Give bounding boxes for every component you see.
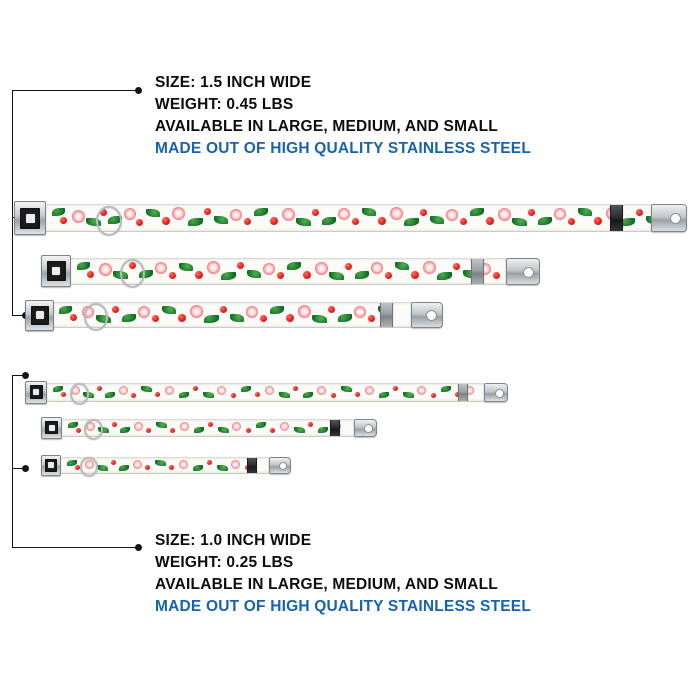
leader-line-bottom-branch-1 bbox=[12, 375, 25, 376]
seatbelt-buckle-icon bbox=[41, 255, 71, 287]
strap-slider-icon bbox=[330, 419, 340, 437]
spec-line-size: SIZE: 1.5 INCH WIDE bbox=[155, 74, 312, 91]
seatbelt-buckle-icon bbox=[25, 300, 54, 331]
d-ring-icon bbox=[70, 383, 89, 405]
d-ring-icon bbox=[120, 259, 145, 288]
strap-tip-icon bbox=[484, 383, 508, 402]
spec-line-weight: WEIGHT: 0.45 LBS bbox=[155, 96, 294, 113]
spec-line-availability: AVAILABLE IN LARGE, MEDIUM, AND SMALL bbox=[155, 576, 498, 593]
seatbelt-buckle-icon bbox=[41, 417, 62, 439]
collar-narrow-small bbox=[41, 455, 291, 475]
leader-line-bottom-branch-3 bbox=[12, 468, 25, 469]
collar-wide-medium bbox=[41, 255, 540, 287]
spec-line-material: MADE OUT OF HIGH QUALITY STAINLESS STEEL bbox=[155, 598, 531, 615]
d-ring-icon bbox=[96, 206, 122, 236]
strap-slider-icon bbox=[380, 302, 393, 328]
floral-pattern bbox=[47, 384, 484, 401]
leader-line-bottom-horizontal bbox=[12, 547, 136, 548]
collar-strap bbox=[47, 383, 484, 402]
strap-slider-icon bbox=[458, 383, 468, 402]
d-ring-icon bbox=[80, 457, 98, 477]
spec-line-availability: AVAILABLE IN LARGE, MEDIUM, AND SMALL bbox=[155, 118, 498, 135]
seatbelt-buckle-icon bbox=[41, 455, 61, 476]
strap-slider-icon bbox=[247, 457, 257, 474]
strap-tip-icon bbox=[506, 258, 540, 285]
d-ring-icon bbox=[84, 419, 103, 440]
leader-line-top-horizontal bbox=[12, 90, 136, 91]
collar-strap bbox=[62, 419, 354, 437]
collar-narrow-large bbox=[25, 381, 508, 403]
strap-tip-icon bbox=[411, 302, 443, 328]
floral-pattern bbox=[62, 420, 354, 436]
floral-pattern bbox=[46, 205, 651, 231]
strap-slider-icon bbox=[610, 204, 623, 232]
collar-strap bbox=[46, 204, 651, 232]
strap-tip-icon bbox=[651, 204, 687, 232]
strap-slider-icon bbox=[471, 258, 484, 285]
seatbelt-buckle-icon bbox=[14, 201, 46, 235]
spec-line-weight: WEIGHT: 0.25 LBS bbox=[155, 554, 294, 571]
spec-block-narrow bbox=[155, 530, 531, 618]
spec-block-wide bbox=[155, 72, 531, 160]
strap-tip-icon bbox=[269, 457, 291, 474]
leader-line-bottom-vertical bbox=[12, 375, 13, 548]
d-ring-icon bbox=[84, 303, 108, 331]
spec-line-size: SIZE: 1.0 INCH WIDE bbox=[155, 532, 312, 549]
spec-line-material: MADE OUT OF HIGH QUALITY STAINLESS STEEL bbox=[155, 140, 531, 157]
strap-tip-icon bbox=[354, 419, 377, 437]
callout-dot-icon-top bbox=[135, 87, 142, 94]
seatbelt-buckle-icon bbox=[25, 381, 47, 404]
callout-dot-icon-bottom bbox=[135, 544, 142, 551]
